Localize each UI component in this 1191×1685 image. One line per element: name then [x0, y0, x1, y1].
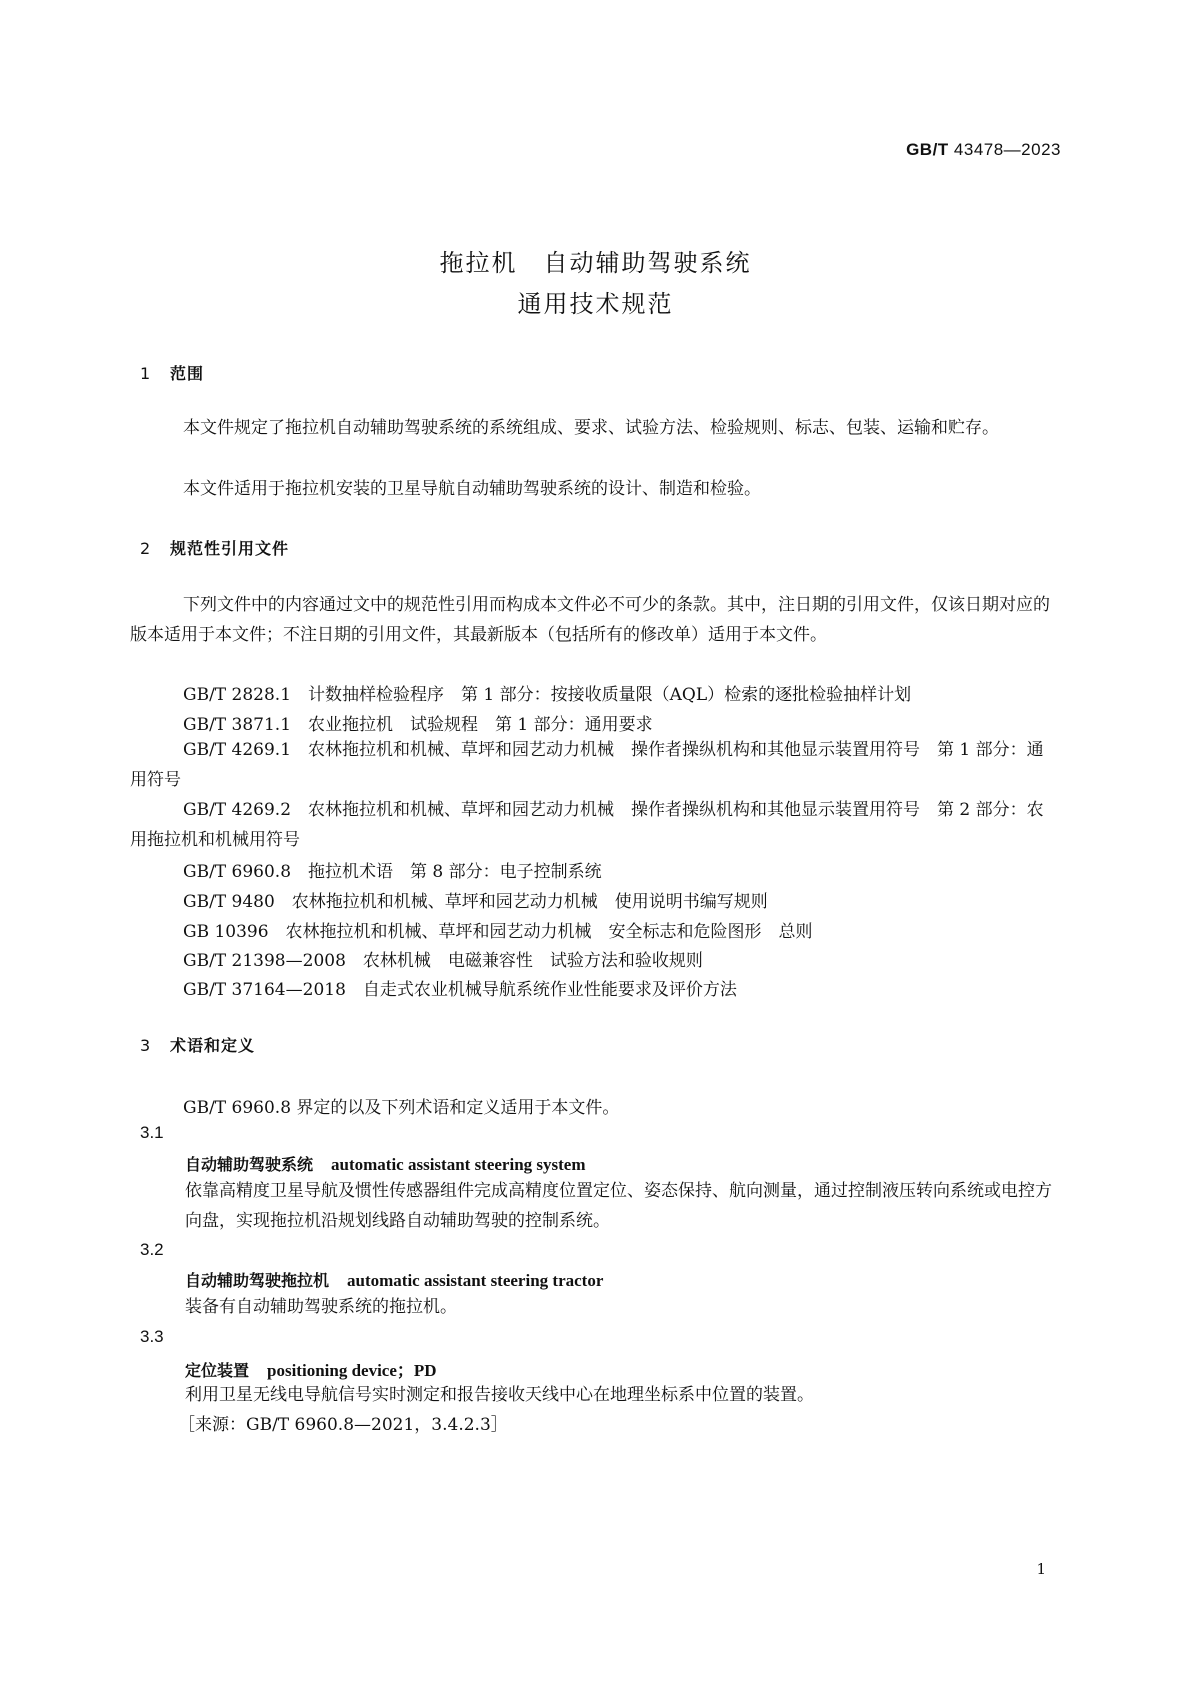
- reference-item: GB 10396 农林拖拉机和机械、草坪和园艺动力机械 安全标志和危险图形 总则: [183, 922, 813, 942]
- normative-intro: 下列文件中的内容通过文中的规范性引用而构成本文件必不可少的条款。其中，注日期的引用文件，仅该日期对应的版本适用于本文件；不注日期的引用文件，其最新版本（包括所有的修改单）适用于本文件。: [130, 595, 1050, 645]
- reference-item: GB/T 2828.1 计数抽样检验程序 第 1 部分：按接收质量限（AQL）检索的逐批检验抽样计划: [183, 685, 912, 705]
- page-number: 1: [1036, 1560, 1046, 1578]
- term-zh: 定位装置: [185, 1361, 250, 1380]
- terms-intro: GB/T 6960.8 界定的以及下列术语和定义适用于本文件。: [183, 1098, 620, 1118]
- section-title: 范围: [170, 364, 205, 383]
- reference-item: GB/T 4269.1 农林拖拉机和机械、草坪和园艺动力机械 操作者操纵机构和其他显示装置用符号 第 1 部分：通用符号: [130, 740, 1044, 790]
- reference-item: GB/T 37164—2018 自走式农业机械导航系统作业性能要求及评价方法: [183, 980, 737, 1000]
- standard-code: [906, 140, 1061, 160]
- section-number: 2: [140, 539, 152, 558]
- scope-paragraph-2: 本文件适用于拖拉机安装的卫星导航自动辅助驾驶系统的设计、制造和检验。: [183, 479, 761, 499]
- term-number: 3.2: [140, 1240, 164, 1259]
- reference-item: GB/T 4269.2 农林拖拉机和机械、草坪和园艺动力机械 操作者操纵机构和其他显示装置用符号 第 2 部分：农用拖拉机和机械用符号: [130, 800, 1044, 850]
- section-heading-normative: [140, 536, 289, 559]
- term-title: [185, 1356, 437, 1381]
- document-title-line1: 拖拉机 自动辅助驾驶系统: [439, 249, 752, 277]
- standard-prefix: GB/T: [906, 140, 949, 159]
- reference-item: GB/T 21398—2008 农林机械 电磁兼容性 试验方法和验收规则: [183, 951, 703, 971]
- term-title: [185, 1152, 586, 1175]
- reference-item: GB/T 6960.8 拖拉机术语 第 8 部分：电子控制系统: [183, 862, 602, 882]
- section-title: 规范性引用文件: [170, 539, 290, 558]
- section-number: 3: [140, 1036, 152, 1055]
- term-definition: 装备有自动辅助驾驶系统的拖拉机。: [185, 1297, 457, 1317]
- section-heading-terms: [140, 1033, 255, 1056]
- term-en: automatic assistant steering system: [331, 1155, 586, 1174]
- term-number: 3.3: [140, 1327, 164, 1346]
- term-en: automatic assistant steering tractor: [347, 1271, 604, 1290]
- term-number: 3.1: [140, 1123, 164, 1142]
- term-en: positioning device；PD: [267, 1361, 437, 1380]
- reference-item: GB/T 9480 农林拖拉机和机械、草坪和园艺动力机械 使用说明书编写规则: [183, 892, 768, 912]
- term-source: ［来源：GB/T 6960.8—2021，3.4.2.3］: [178, 1415, 508, 1435]
- term-zh: 自动辅助驾驶拖拉机: [185, 1271, 330, 1290]
- term-zh: 自动辅助驾驶系统: [185, 1155, 314, 1174]
- section-title: 术语和定义: [170, 1036, 256, 1055]
- term-definition: 依靠高精度卫星导航及惯性传感器组件完成高精度位置定位、姿态保持、航向测量，通过控制液压转向系统或电控方向盘，实现拖拉机沿规划线路自动辅助驾驶的控制系统。: [185, 1181, 1052, 1231]
- section-heading-scope: [140, 361, 204, 384]
- reference-item: GB/T 3871.1 农业拖拉机 试验规程 第 1 部分：通用要求: [183, 715, 653, 735]
- section-number: 1: [140, 364, 152, 383]
- standard-number: 43478—2023: [953, 140, 1061, 159]
- scope-paragraph-1: 本文件规定了拖拉机自动辅助驾驶系统的系统组成、要求、试验方法、检验规则、标志、包装、运输和贮存。: [183, 418, 999, 438]
- term-title: [185, 1268, 603, 1291]
- document-title-line2: 通用技术规范: [517, 290, 674, 318]
- term-definition: 利用卫星无线电导航信号实时测定和报告接收天线中心在地理坐标系中位置的装置。: [185, 1385, 814, 1405]
